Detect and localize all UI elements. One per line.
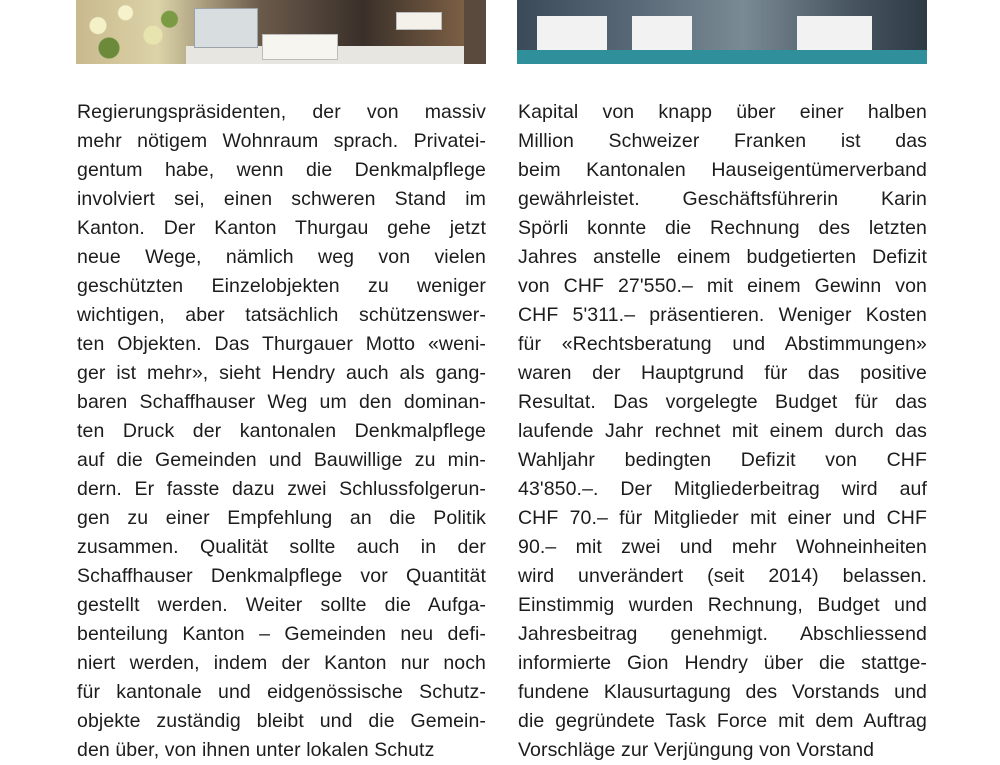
text-line: niert werden, indem der Kanton nur noch (77, 652, 486, 674)
name-card (262, 34, 338, 60)
text-line: für «Rechtsberatung und Abstimmungen» (518, 333, 927, 355)
photo-meeting-podium (76, 0, 486, 64)
text-line: gestellt werden. Weiter sollte die Aufga- (77, 594, 486, 616)
text-line: gen zu einer Empfehlung an die Politik (77, 507, 486, 529)
text-line: für kantonale und eidgenössische Schutz- (77, 681, 486, 703)
text-line: CHF 70.– für Mitglieder mit einer und CHF (518, 507, 927, 529)
text-line: neue Wege, nämlich weg von vielen (77, 246, 486, 268)
text-line: ger ist mehr», sieht Hendry auch als gang- (77, 362, 486, 384)
flower-arrangement (76, 0, 186, 64)
text-line: ten Objekten. Das Thurgauer Motto «weni- (77, 333, 486, 355)
text-line: Resultat. Das vorgelegte Budget für das (518, 391, 927, 413)
text-line: 90.– mit zwei und mehr Wohneinheiten (518, 536, 927, 558)
text-line: von CHF 27'550.– mit einem Gewinn von (518, 275, 927, 297)
text-column-left (77, 98, 486, 765)
text-line: benteilung Kanton – Gemeinden neu defi- (77, 623, 486, 645)
text-line: dern. Er fasste dazu zwei Schlussfolgerun- (77, 478, 486, 500)
laptop (194, 8, 258, 48)
text-line: wird unverändert (seit 2014) belassen. (518, 565, 927, 587)
banquet-table (537, 16, 607, 50)
text-line: Spörli konnte die Rechnung des letzten (518, 217, 927, 239)
text-line: Schaffhauser Denkmalpflege vor Quantität (77, 565, 486, 587)
text-line: Million Schweizer Franken ist das (518, 130, 927, 152)
text-line: mehr nötigem Wohnraum sprach. Privatei- (77, 130, 486, 152)
hall-floor (517, 50, 927, 64)
text-line: informierte Gion Hendry über die stattge- (518, 652, 927, 674)
text-line: Kanton. Der Kanton Thurgau gehe jetzt (77, 217, 486, 239)
text-line: Vorschläge zur Verjüngung von Vorstand (518, 739, 875, 761)
text-line: auf die Gemeinden und Bauwillige zu min- (77, 449, 486, 471)
banquet-table (797, 16, 872, 50)
text-line: gewährleistet. Geschäftsführerin Karin (518, 188, 927, 210)
text-line: Einstimmig wurden Rechnung, Budget und (518, 594, 927, 616)
text-line: wichtigen, aber tatsächlich schützenswer- (77, 304, 486, 326)
text-line: 43'850.–. Der Mitgliederbeitrag wird auf (518, 478, 927, 500)
text-line: Wahljahr bedingten Defizit von CHF (518, 449, 927, 471)
text-line: ten Druck der kantonalen Denkmalpflege (77, 420, 486, 442)
text-column-right (518, 98, 927, 765)
text-line: laufende Jahr rechnet mit einem durch das (518, 420, 927, 442)
text-line: zusammen. Qualität sollte auch in der (77, 536, 486, 558)
text-line: geschützten Einzelobjekten zu weniger (77, 275, 486, 297)
banquet-table (632, 16, 692, 50)
text-line: Kapital von knapp über einer halben (518, 101, 927, 123)
name-card (396, 12, 442, 30)
text-line: baren Schaffhauser Weg um den dominan- (77, 391, 486, 413)
text-line: gentum habe, wenn die Denkmalpflege (77, 159, 486, 181)
text-line: waren der Hauptgrund für das positive (518, 362, 927, 384)
text-line: die gegründete Task Force mit dem Auftrag (518, 710, 927, 732)
text-line: objekte zuständig bleibt und die Gemein- (77, 710, 486, 732)
text-line: CHF 5'311.– präsentieren. Weniger Kosten (518, 304, 927, 326)
text-line: Jahresbeitrag genehmigt. Abschliessend (518, 623, 927, 645)
text-line: fundene Klausurtagung des Vorstands und (518, 681, 927, 703)
text-line: den über, von ihnen unter lokalen Schutz (77, 739, 435, 761)
text-line: involviert sei, einen schweren Stand im (77, 188, 486, 210)
photo-assembly-hall (517, 0, 927, 64)
text-line: beim Kantonalen Hauseigentümerverband (518, 159, 927, 181)
speaker-figure (464, 0, 486, 64)
text-line: Jahres anstelle einem budgetierten Defizit (518, 246, 927, 268)
text-line: Regierungspräsidenten, der von massiv (77, 101, 486, 123)
